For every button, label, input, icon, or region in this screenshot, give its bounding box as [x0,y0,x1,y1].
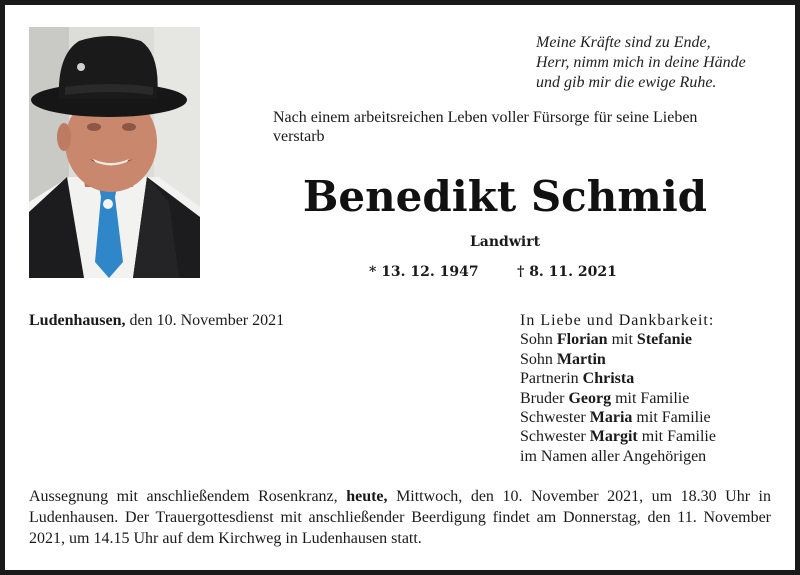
mourner-row: Schwester Margit mit Familie [520,428,716,446]
service-text-part1: Aussegnung mit anschließendem Rosenkranz, [29,488,347,505]
place-date-line [29,311,284,331]
mourner-row: Schwester Maria mit Familie [520,409,711,427]
place-name: Ludenhausen, [29,312,126,329]
mourners-list [520,311,780,466]
service-announcement [29,486,771,549]
intro-text: Nach einem arbeitsreichen Leben voller Fürsorge für seine Lieben verstarb [273,109,698,145]
deceased-occupation: Landwirt [469,234,541,250]
deceased-name: Benedikt Schmid [302,172,708,221]
portrait-photo [29,27,200,278]
mourner-row: Bruder Georg mit Familie [520,389,690,407]
portrait-image [29,27,200,278]
birth-date: * 13. 12. 1947 [369,264,479,280]
verse-line: Herr, nimm mich in deine Hände [536,54,746,71]
mourner-row: Sohn Martin [520,350,606,368]
verse-line: und gib mir die ewige Ruhe. [536,74,717,91]
service-text-bold: heute, [346,488,388,505]
verse-line: Meine Kräfte sind zu Ende, [536,34,711,51]
verse-quote [536,33,776,93]
mourners-heading: In Liebe und Dankbarkeit: [520,312,715,329]
mourner-row: im Namen aller Angehörigen [520,447,707,465]
mourner-row: Sohn Florian mit Stefanie [520,331,693,349]
service-text-part2: Mittwoch, den 10. November 2021, um 18.30 Uhr in Ludenhausen. Der Trauergottesdienst mit anschließender Beerdigung findet am Donnerstag, den 11. November 2021, um 14.15 Uhr auf dem Kirchweg in Ludenhausen statt. [29,488,772,547]
notice-date: den 10. November 2021 [129,312,285,329]
mourner-row: Partnerin Christa [520,370,635,388]
death-date: † 8. 11. 2021 [517,264,617,280]
